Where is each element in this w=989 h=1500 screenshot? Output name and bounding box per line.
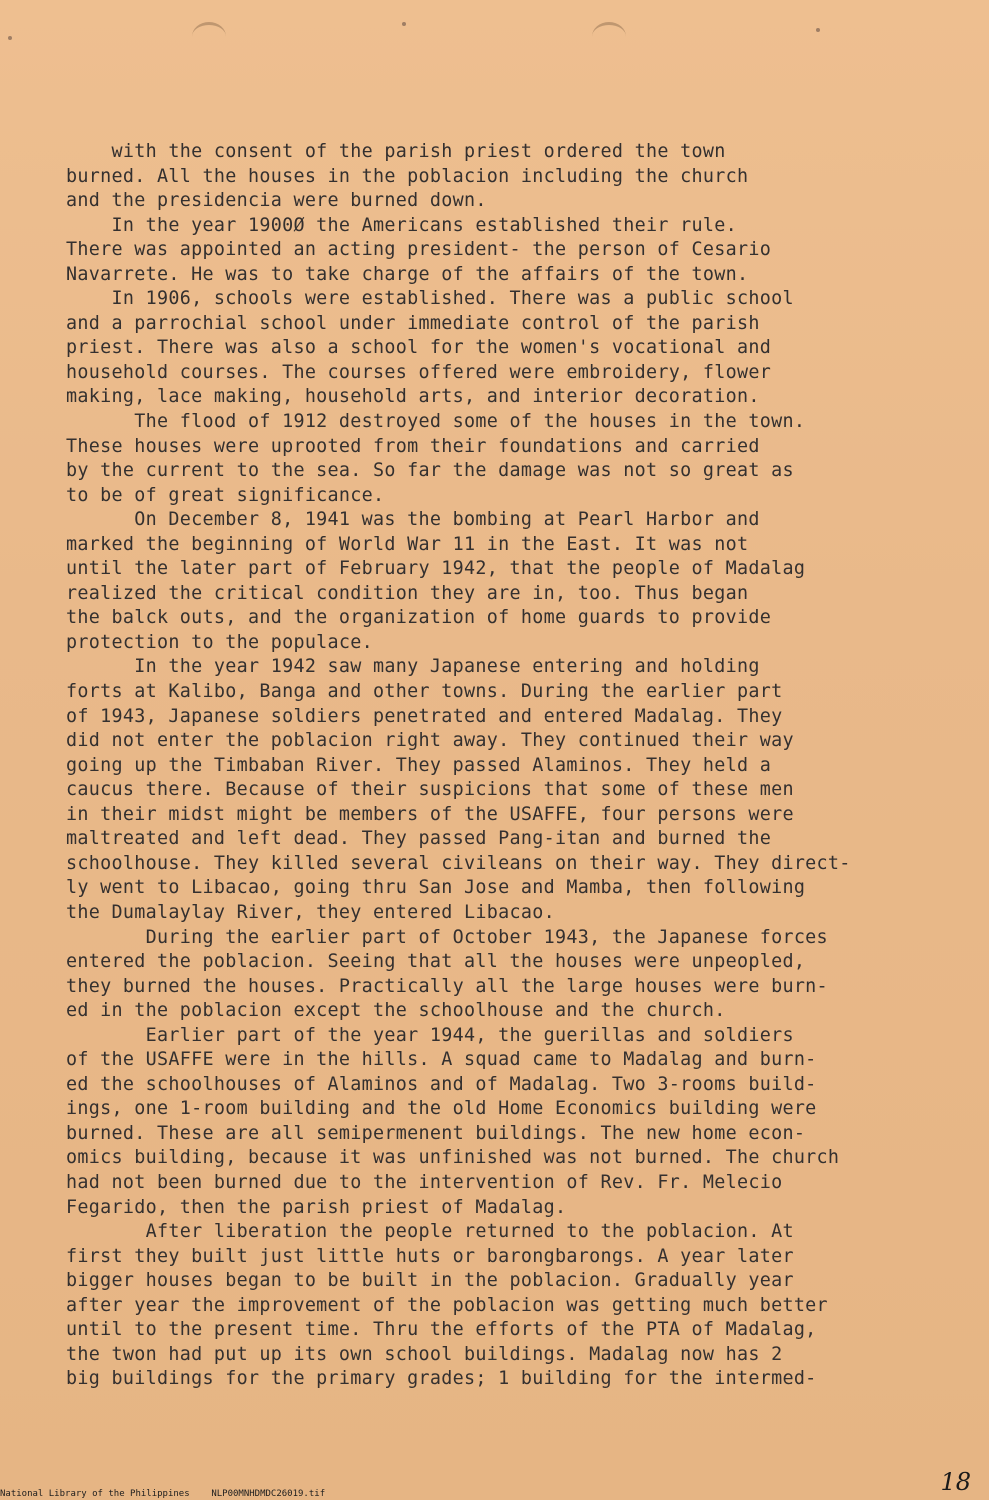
text-line: household courses. The courses offered were embroidery, flower bbox=[66, 361, 772, 383]
text-line: they burned the houses. Practically all the large houses were burn- bbox=[66, 975, 828, 997]
text-line: In the year 1942 saw many Japanese entering and holding bbox=[66, 656, 760, 678]
text-line: ings, one 1-room building and the old Home Economics building were bbox=[66, 1098, 817, 1120]
text-line: caucus there. Because of their suspicions that some of these men bbox=[66, 779, 794, 801]
text-line: going up the Timbaban River. They passed Alaminos. They held a bbox=[66, 754, 772, 776]
text-line: first they built just little huts or barongbarongs. A year later bbox=[66, 1245, 794, 1267]
text-line: and the presidencia were burned down. bbox=[66, 190, 487, 212]
punch-hole-mark-right bbox=[592, 22, 626, 51]
ink-speck bbox=[402, 22, 406, 26]
text-line: forts at Kalibo, Banga and other towns. During the earlier part bbox=[66, 681, 783, 703]
text-line: in their midst might be members of the USAFFE, four persons were bbox=[66, 803, 794, 825]
text-line: realized the critical condition they are in, too. Thus began bbox=[66, 582, 749, 604]
text-line: after year the improvement of the poblacion was getting much better bbox=[66, 1294, 828, 1316]
text-line: until to the present time. Thru the efforts of the PTA of Madalag, bbox=[66, 1319, 817, 1341]
text-line: Navarrete. He was to take charge of the affairs of the town. bbox=[66, 263, 749, 285]
text-line: protection to the populace. bbox=[66, 631, 374, 653]
text-line: omics building, because it was unfinished was not burned. The church bbox=[66, 1147, 840, 1169]
text-line: These houses were uprooted from their foundations and carried bbox=[66, 435, 760, 457]
text-line: of 1943, Japanese soldiers penetrated and entered Madalag. They bbox=[66, 705, 783, 727]
text-line: The flood of 1912 destroyed some of the houses in the town. bbox=[66, 411, 806, 433]
text-line: until the later part of February 1942, that the people of Madalag bbox=[66, 558, 806, 580]
ink-speck bbox=[816, 28, 820, 32]
text-line: burned. All the houses in the poblacion including the church bbox=[66, 165, 749, 187]
text-line: the balck outs, and the organization of home guards to provide bbox=[66, 607, 772, 629]
text-line: During the earlier part of October 1943, the Japanese forces bbox=[66, 926, 828, 948]
text-line: ed the schoolhouses of Alaminos and of Madalag. Two 3-rooms build- bbox=[66, 1073, 817, 1095]
text-line: big buildings for the primary grades; 1 building for the intermed- bbox=[66, 1368, 817, 1390]
text-line: of the USAFFE were in the hills. A squad came to Madalag and burn- bbox=[66, 1049, 817, 1071]
text-line: ly went to Libacao, going thru San Jose and Mamba, then following bbox=[66, 877, 806, 899]
text-line: maltreated and left dead. They passed Pang-itan and burned the bbox=[66, 828, 772, 850]
text-line: bigger houses began to be built in the poblacion. Gradually year bbox=[66, 1270, 794, 1292]
text-line: marked the beginning of World War 11 in the East. It was not bbox=[66, 533, 749, 555]
text-line: and a parrochial school under immediate control of the parish bbox=[66, 312, 760, 334]
text-line: In the year 1900Ø the Americans established their rule. bbox=[66, 214, 737, 236]
typewritten-body-text bbox=[66, 140, 926, 1392]
text-line: by the current to the sea. So far the damage was not so great as bbox=[66, 460, 794, 482]
text-line: with the consent of the parish priest ordered the town bbox=[66, 141, 726, 162]
text-line: burned. These are all semipermenent buildings. The new home econ- bbox=[66, 1122, 806, 1144]
text-line: schoolhouse. They killed several civileans on their way. They direct- bbox=[66, 852, 851, 874]
text-line: making, lace making, household arts, and interior decoration. bbox=[66, 386, 760, 408]
punch-hole-mark-left bbox=[192, 22, 226, 51]
text-line: Earlier part of the year 1944, the guerillas and soldiers bbox=[66, 1024, 794, 1046]
text-line: entered the poblacion. Seeing that all the houses were unpeopled, bbox=[66, 951, 806, 973]
scan-footer-caption: National Library of the Philippines NLP00MNHDMDC26019.tif bbox=[0, 1489, 326, 1499]
text-line: priest. There was also a school for the women's vocational and bbox=[66, 337, 772, 359]
text-line: the Dumalaylay River, they entered Libacao. bbox=[66, 901, 555, 923]
text-line: After liberation the people returned to the poblacion. At bbox=[66, 1221, 794, 1243]
ink-speck bbox=[8, 36, 12, 40]
text-line: had not been burned due to the intervention of Rev. Fr. Melecio bbox=[66, 1171, 783, 1193]
handwritten-page-number: 18 bbox=[940, 1468, 971, 1496]
text-line: the twon had put up its own school buildings. Madalag now has 2 bbox=[66, 1343, 783, 1365]
text-line: did not enter the poblacion right away. They continued their way bbox=[66, 730, 794, 752]
text-line: Fegarido, then the parish priest of Madalag. bbox=[66, 1196, 567, 1218]
text-line: In 1906, schools were established. There was a public school bbox=[66, 288, 794, 310]
text-line: ed in the poblacion except the schoolhouse and the church. bbox=[66, 1000, 726, 1022]
text-line: There was appointed an acting president- the person of Cesario bbox=[66, 239, 772, 261]
text-line: to be of great significance. bbox=[66, 484, 385, 506]
text-line: On December 8, 1941 was the bombing at Pearl Harbor and bbox=[66, 509, 760, 531]
